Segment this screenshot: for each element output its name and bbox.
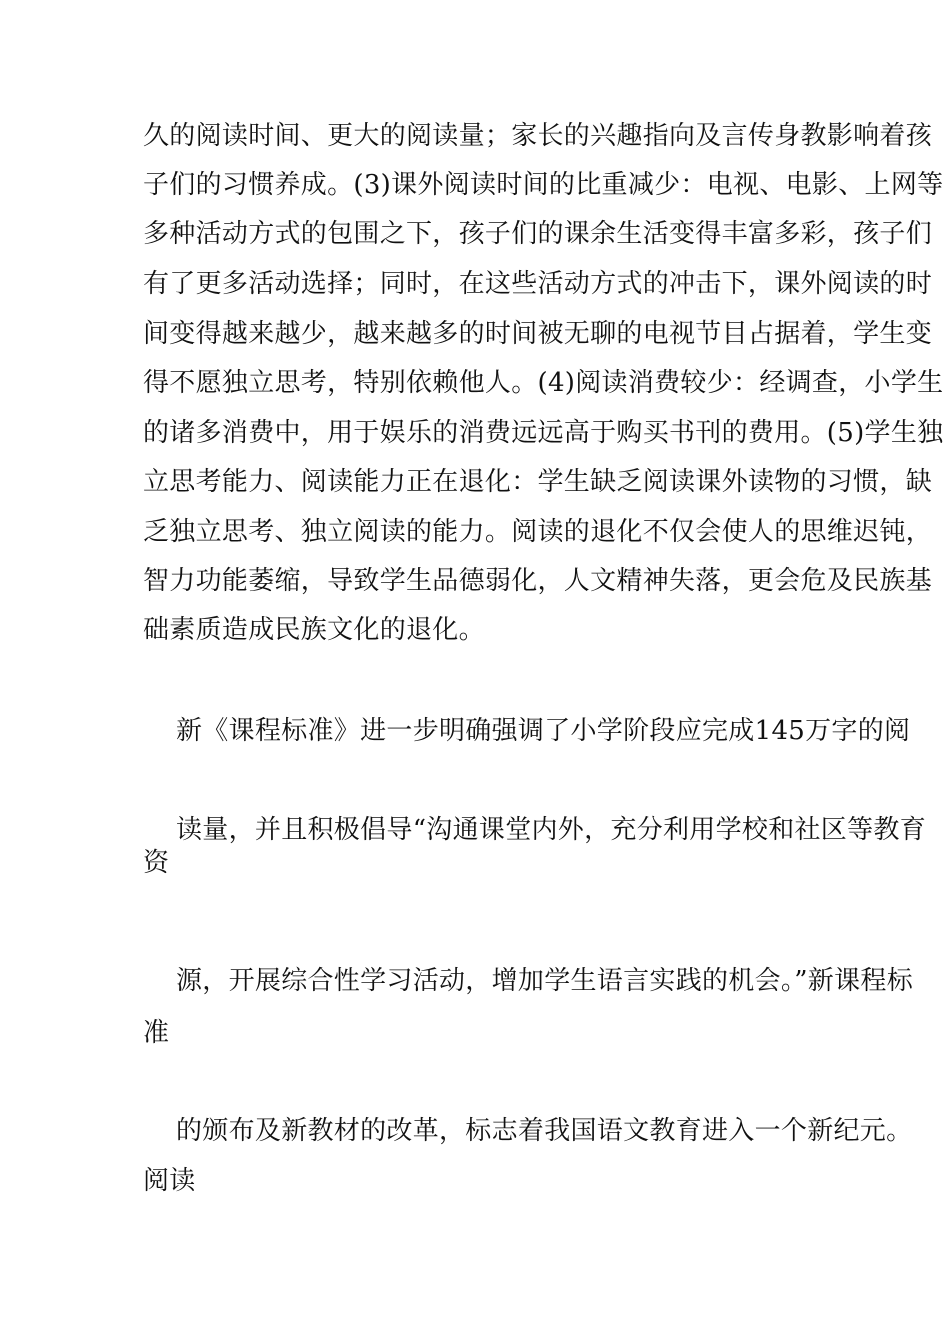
- paragraph-line: 得不愿独立思考，特别依赖他人。(4)阅读消费较少：经调查，小学生: [143, 368, 944, 398]
- paragraph-line: 的颁布及新教材的改革，标志着我国语文教育进入一个新纪元。: [176, 1116, 913, 1146]
- paragraph-line: 资: [143, 848, 170, 878]
- paragraph-line: 立思考能力、阅读能力正在退化：学生缺乏阅读课外读物的习惯，缺: [143, 467, 933, 497]
- paragraph-line: 久的阅读时间、更大的阅读量；家长的兴趣指向及言传身教影响着孩: [143, 121, 933, 151]
- paragraph-line: 新《课程标准》进一步明确强调了小学阶段应完成145万字的阅: [176, 716, 911, 746]
- paragraph-line: 读量，并且积极倡导“沟通课堂内外，充分利用学校和社区等教育: [176, 815, 926, 845]
- paragraph-line: 多种活动方式的包围之下，孩子们的课余生活变得丰富多彩，孩子们: [143, 219, 933, 249]
- paragraph-line: 有了更多活动选择；同时，在这些活动方式的冲击下，课外阅读的时: [143, 269, 933, 299]
- paragraph-line: 准: [143, 1018, 170, 1048]
- paragraph-line: 阅读: [143, 1166, 196, 1196]
- paragraph-line: 间变得越来越少，越来越多的时间被无聊的电视节目占据着，学生变: [143, 319, 933, 349]
- paragraph-line: 础素质造成民族文化的退化。: [143, 615, 485, 645]
- paragraph-line: 的诸多消费中，用于娱乐的消费远远高于购买书刊的费用。(5)学生独: [143, 418, 944, 448]
- paragraph-line: 乏独立思考、独立阅读的能力。阅读的退化不仅会使人的思维迟钝，: [143, 517, 933, 547]
- paragraph-line: 子们的习惯养成。(3)课外阅读时间的比重减少：电视、电影、上网等: [143, 170, 944, 200]
- paragraph-line: 源，开展综合性学习活动，增加学生语言实践的机会。”新课程标: [176, 966, 913, 996]
- paragraph-line: 智力功能萎缩，导致学生品德弱化，人文精神失落，更会危及民族基: [143, 566, 933, 596]
